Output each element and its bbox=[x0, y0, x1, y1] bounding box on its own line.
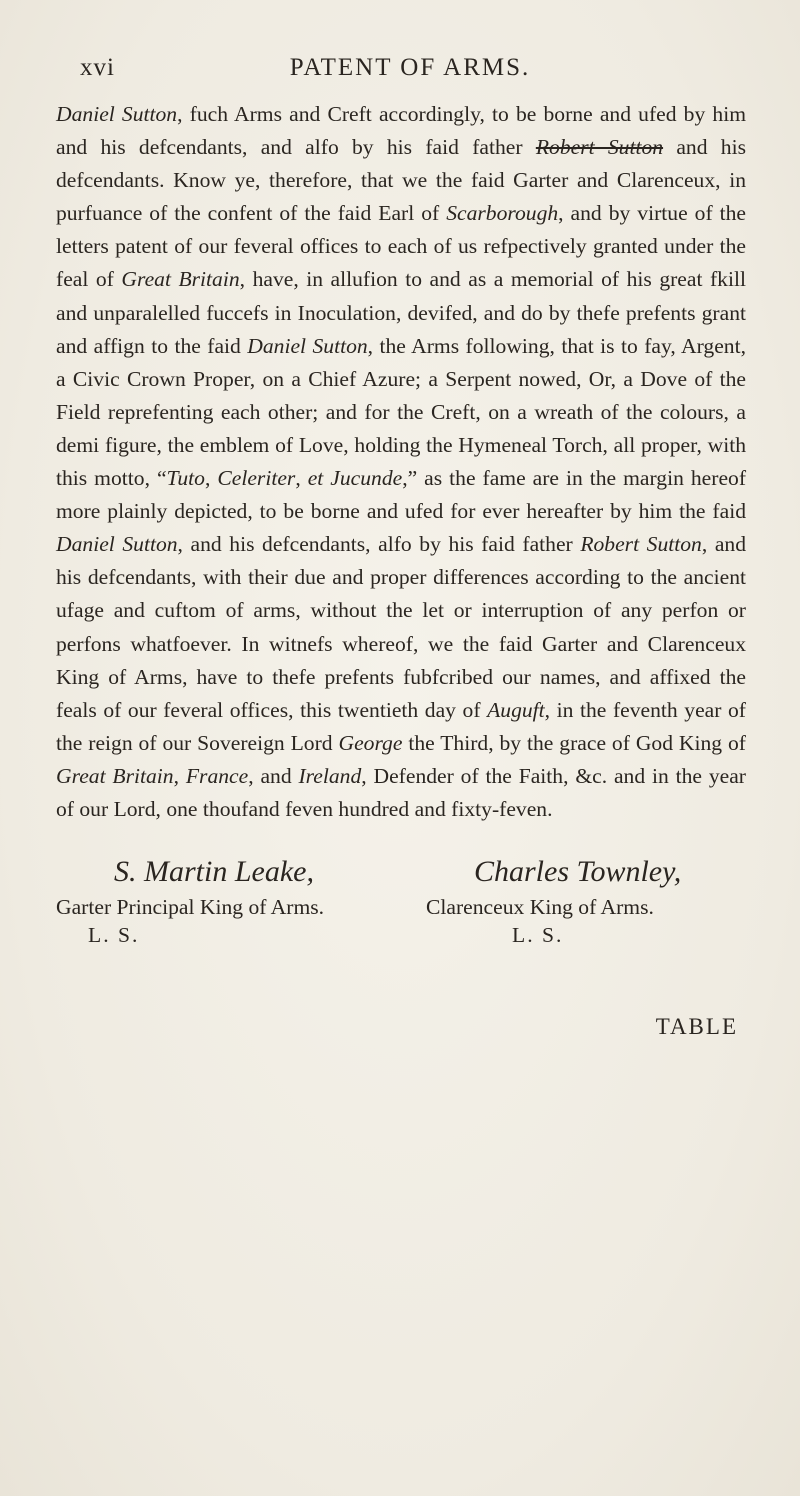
text-run: , in the feventh year of the reign of our Sovereign Lord bbox=[56, 697, 746, 755]
italic-text-run: et Jucunde bbox=[307, 466, 403, 491]
text-run: , and his defcendants, with their due and proper differences according to the ancient ufage and cuftom of arms, without the let or interruption of any perfon or perfons whatfoever. In witnefs whereof, we the faid Garter and Clarenceux King of Arms, have to thefe prefents fubfcribed our names, and affixed the feals of our feveral offices, this twentieth day of bbox=[56, 532, 747, 722]
catchword: TABLE bbox=[655, 1014, 738, 1039]
signature-garter bbox=[56, 852, 386, 948]
signature-title: Garter Principal King of Arms. bbox=[56, 895, 325, 919]
page-header bbox=[80, 46, 740, 86]
text-run: , bbox=[173, 763, 186, 788]
italic-text-run: Daniel Sutton bbox=[247, 333, 368, 358]
seal-mark: L. S. bbox=[88, 923, 140, 947]
italic-text-run: Great Britain bbox=[56, 763, 174, 788]
struck-text-run: Robert Sutton bbox=[535, 135, 664, 160]
running-head: PATENT OF ARMS. bbox=[289, 54, 531, 81]
italic-text-run: Tuto bbox=[166, 466, 205, 491]
text-run: , Defender of the Faith, &c. and in the year of our Lord, one thoufand feven hundred and fixty-feven. bbox=[56, 763, 747, 821]
body-text bbox=[56, 98, 746, 826]
italic-text-run: George bbox=[338, 730, 403, 755]
signature-name: Charles Townley, bbox=[474, 855, 682, 888]
italic-text-run: Scarborough bbox=[446, 201, 559, 226]
signature-clarenceux bbox=[424, 852, 764, 948]
italic-text-run: France bbox=[185, 763, 249, 788]
body-paragraph bbox=[56, 98, 746, 826]
seal-mark: L. S. bbox=[512, 923, 564, 947]
italic-text-run: Celeriter bbox=[217, 466, 296, 491]
text-run: , bbox=[295, 466, 308, 491]
italic-text-run: Daniel Sutton bbox=[56, 102, 178, 126]
text-run: , bbox=[204, 466, 218, 491]
italic-text-run: Robert Sutton bbox=[580, 532, 702, 557]
text-run: and his defcendants. Know ye, therefore, that we the faid Garter and Clarenceux, in purfuance of the confent of the faid Earl of bbox=[56, 135, 746, 226]
page-number: xvi bbox=[80, 54, 115, 81]
italic-text-run: Great Britain bbox=[121, 267, 240, 292]
text-run: , fuch Arms and Creft accordingly, to be borne and ufed by him and his defcendants, and alfo by his faid father bbox=[56, 102, 746, 160]
text-run: ,” as the fame are in the margin hereof more plainly depicted, to be borne and ufed for ever hereafter by him the faid bbox=[56, 466, 747, 524]
signature-name: S. Martin Leake, bbox=[114, 855, 314, 888]
text-run: , have, in allufion to and as a memorial of his great fkill and unparalelled fuccefs in Inoculation, devifed, and do by thefe prefents grant and affign to the faid bbox=[56, 267, 746, 358]
text-run: , the Arms following, that is to fay, Argent, a Civic Crown Proper, on a Chief Azure; a Serpent nowed, Or, a Dove of the Field reprefenting each other; and for the Creft, on a wreath of the colours, a demi figure, the emblem of Love, holding the Hymeneal Torch, all proper, with this motto, “ bbox=[56, 333, 747, 491]
signature-title: Clarenceux King of Arms. bbox=[426, 895, 654, 919]
text-run: , and his defcendants, alfo by his faid father bbox=[177, 532, 581, 557]
italic-text-run: Ireland bbox=[298, 763, 362, 788]
text-run: the Third, by the grace of God King of bbox=[402, 730, 746, 755]
italic-text-run: Daniel Sutton bbox=[56, 532, 178, 557]
text-run: , and bbox=[248, 763, 299, 788]
signature-block bbox=[56, 852, 756, 972]
italic-text-run: Auguft bbox=[487, 697, 545, 722]
text-run: , and by virtue of the letters patent of our feveral offices to each of us refpectively granted under the feal of bbox=[56, 201, 747, 292]
